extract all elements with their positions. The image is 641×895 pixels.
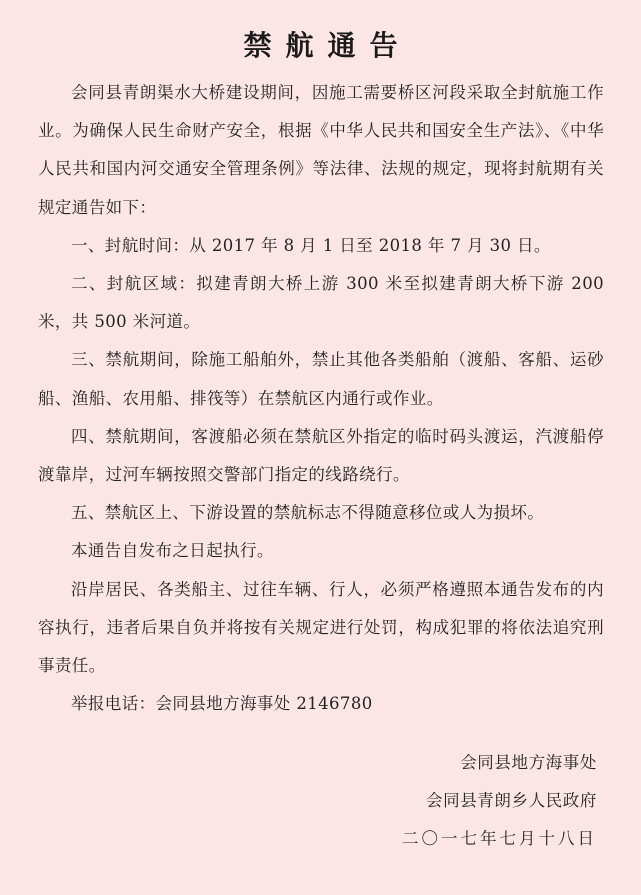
ferry-arrangement-item: 四、禁航期间，客渡船必须在禁航区外指定的临时码头渡运，汽渡船停渡靠岸，过河车辆按照交警部门指定的线路绕行。 bbox=[38, 426, 604, 485]
closure-area-item: 二、封航区域：拟建青朗大桥上游 300 米至拟建青朗大桥下游 200 米，共 500 米河道。 bbox=[38, 274, 604, 332]
notice-body bbox=[38, 74, 604, 723]
vessel-prohibition-item: 三、禁航期间，除施工船舶外，禁止其他各类船舶（渡船、客船、运砂船、渔船、农用船、排筏等）在禁航区内通行或作业。 bbox=[38, 350, 604, 408]
compliance-paragraph: 沿岸居民、各类船主、过往车辆、行人，必须严格遵照本通告发布的内容执行，违者后果自负并将按有关规定进行处罚，构成犯罪的将依法追究刑事责任。 bbox=[38, 579, 604, 676]
issuer-township-government: 会同县青朗乡人民政府 bbox=[426, 791, 597, 811]
issue-date: 二〇一七年七月十八日 bbox=[402, 829, 597, 849]
notice-title: 禁航通告 bbox=[243, 29, 412, 62]
signature-block bbox=[402, 744, 597, 859]
sign-protection-item: 五、禁航区上、下游设置的禁航标志不得随意移位或人为损坏。 bbox=[71, 503, 545, 523]
closure-time-item: 一、封航时间：从 2017 年 8 月 1 日至 2018 年 7 月 30 日。 bbox=[71, 235, 551, 255]
effective-date-paragraph: 本通告自发布之日起执行。 bbox=[71, 541, 274, 561]
issuer-maritime-office: 会同县地方海事处 bbox=[460, 753, 597, 772]
intro-paragraph: 会同县青朗渠水大桥建设期间，因施工需要桥区河段采取全封航施工作业。为确保人民生命财产安全，根据《中华人民共和国安全生产法》、《中华人民共和国内河交通安全管理条例》等法律、法规的规定，现将封航期有关规定通告如下： bbox=[38, 83, 604, 217]
report-hotline: 举报电话：会同县地方海事处 2146780 bbox=[71, 694, 373, 714]
